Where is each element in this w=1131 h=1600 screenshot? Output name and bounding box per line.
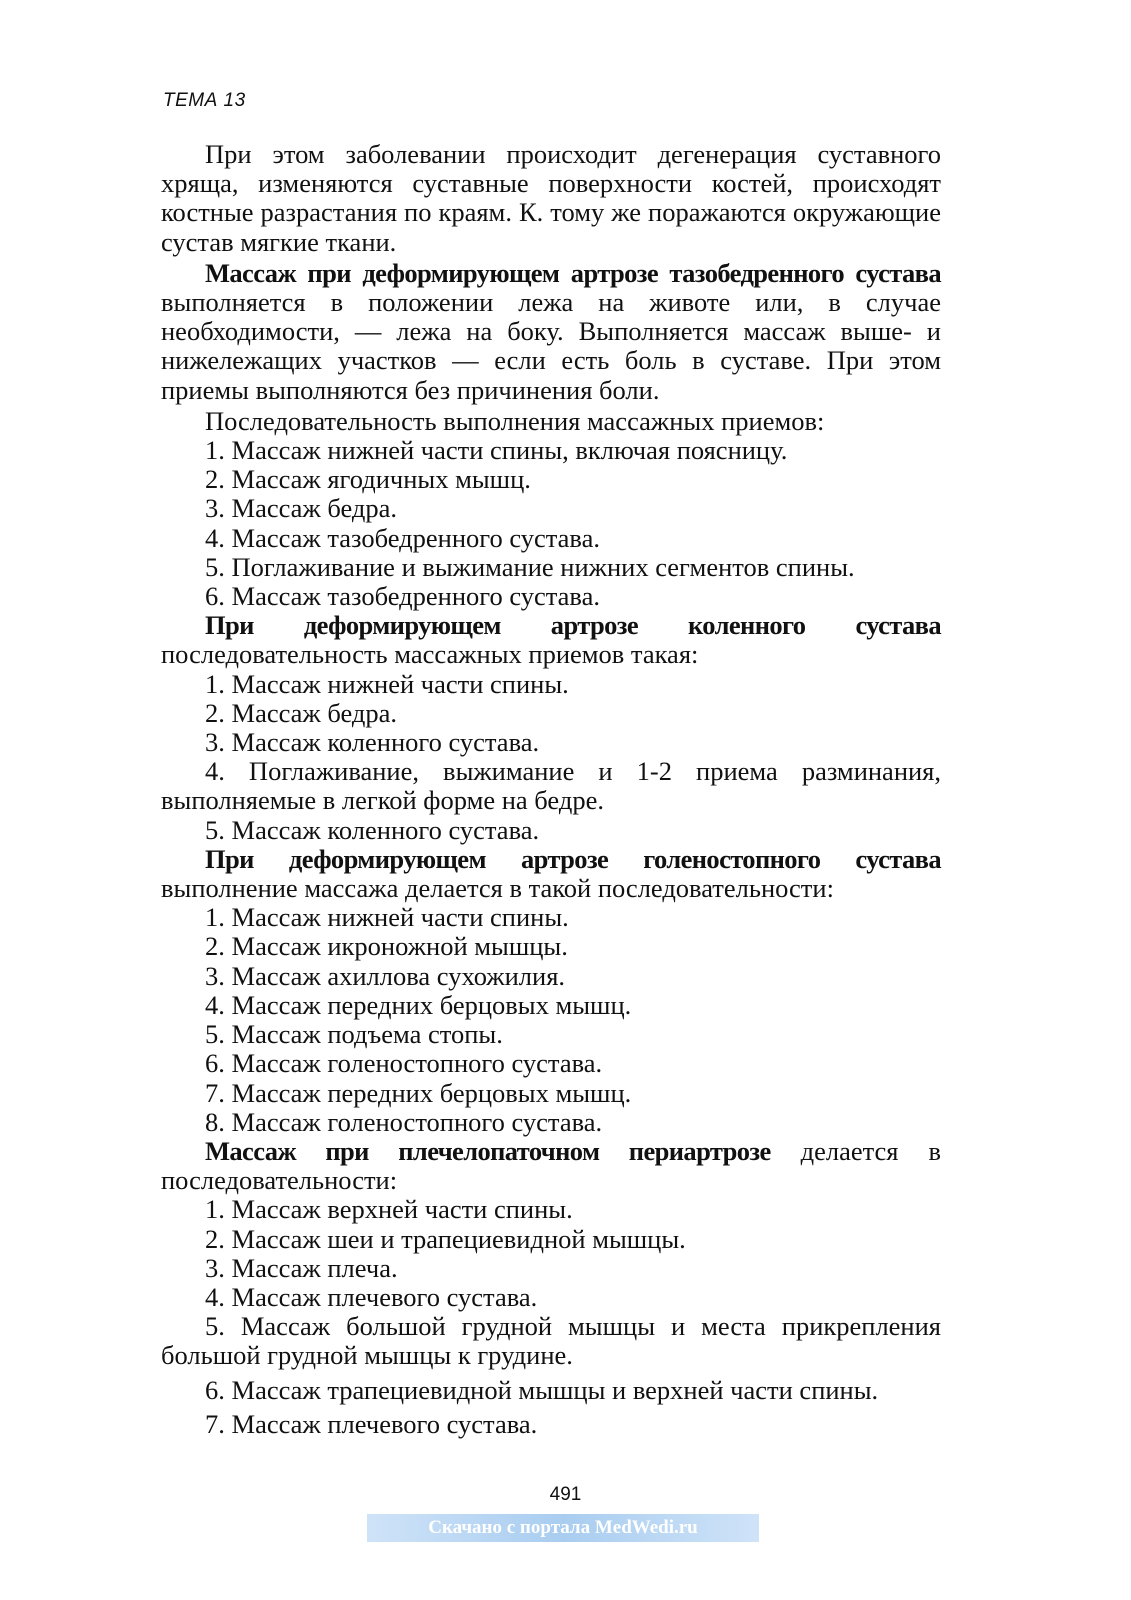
- list-item: 8. Массаж голеностопного сустава.: [205, 1106, 603, 1137]
- list-item: 2. Массаж шеи и трапециевидной мышцы.: [205, 1223, 686, 1254]
- list-item: 1. Массаж верхней части спины.: [205, 1194, 573, 1225]
- download-watermark: Скачано с портала MedWedi.ru: [367, 1514, 759, 1542]
- heading-knee-arthrosis: При деформирующем артрозе коленного сустава: [205, 610, 941, 641]
- list-item: 2. Массаж ягодичных мышц.: [205, 464, 531, 495]
- running-head: ТЕМА 13: [163, 90, 246, 111]
- list-item: 2. Массаж икроножной мышцы.: [205, 931, 568, 962]
- heading-shoulder-periarthrosis: Массаж при плечелопаточном периартрозе: [205, 1135, 771, 1166]
- list-item: 1. Массаж нижней части спины.: [205, 902, 569, 933]
- list-item: 3. Массаж плеча.: [205, 1252, 398, 1283]
- paragraph-ankle: [161, 845, 941, 903]
- list-item: 1. Массаж нижней части спины.: [205, 668, 569, 699]
- paragraph-intro: При этом заболевании происходит дегенерация суставного хряща, изменяются суставные поверхности костей, происходят костные разрастания по краям. К. тому же поражаются окружающие сустав мягкие ткани.: [161, 139, 941, 257]
- heading-ankle-arthrosis: При деформирующем артрозе голеностопного сустава: [205, 843, 941, 874]
- list-item: 4. Массаж передних берцовых мышц.: [205, 989, 632, 1020]
- paragraph-shoulder: [161, 1137, 941, 1195]
- list-item: 4. Массаж тазобедренного сустава.: [205, 522, 600, 553]
- paragraph-knee: [161, 611, 941, 669]
- list-item: 6. Массаж трапециевидной мышцы и верхней части спины.: [205, 1374, 879, 1405]
- page-number: 491: [549, 1484, 582, 1505]
- list-item: 3. Массаж бедра.: [205, 493, 398, 524]
- list-item: 7. Массаж плечевого сустава.: [205, 1408, 538, 1439]
- list-item: 4. Поглаживание, выжимание и 1-2 приема разминания, выполняемые в легкой форме на бедре.: [161, 756, 941, 816]
- list-item: 3. Массаж ахиллова сухожилия.: [205, 960, 566, 991]
- list-item: 7. Массаж передних берцовых мышц.: [205, 1077, 632, 1108]
- list-item: 4. Массаж плечевого сустава.: [205, 1281, 538, 1312]
- list-item: 5. Поглаживание и выжимание нижних сегментов спины.: [205, 551, 855, 582]
- paragraph-shoulder-text: делается в последовательности:: [161, 1135, 941, 1196]
- paragraph-sequence: Последовательность выполнения массажных приемов:: [205, 405, 825, 436]
- paragraph-hip: [161, 259, 941, 405]
- heading-hip-arthrosis: Массаж при деформирующем артрозе тазобедренного сустава: [205, 257, 941, 288]
- paragraph-hip-text: выполняется в положении лежа на животе или, в случае необходимости, — лежа на боку. Выполняется массаж выше- и нижележащих участков — если есть боль в суставе. При этом приемы выполняются без причинения боли.: [161, 287, 941, 405]
- list-item: 6. Массаж голеностопного сустава.: [205, 1048, 603, 1079]
- list-item: 5. Массаж коленного сустава.: [205, 814, 540, 845]
- list-item: 5. Массаж большой грудной мышцы и места прикрепления большой грудной мышцы к грудине.: [161, 1311, 941, 1371]
- list-item: 1. Массаж нижней части спины, включая поясницу.: [205, 435, 788, 466]
- list-item: 2. Массаж бедра.: [205, 697, 398, 728]
- body-text: [161, 140, 941, 1439]
- paragraph-knee-text: последовательность массажных приемов такая:: [161, 639, 699, 670]
- list-item: 3. Массаж коленного сустава.: [205, 727, 540, 758]
- list-item: 6. Массаж тазобедренного сустава.: [205, 581, 600, 612]
- paragraph-ankle-text: выполнение массажа делается в такой последовательности:: [161, 873, 834, 904]
- list-item: 5. Массаж подъема стопы.: [205, 1019, 503, 1050]
